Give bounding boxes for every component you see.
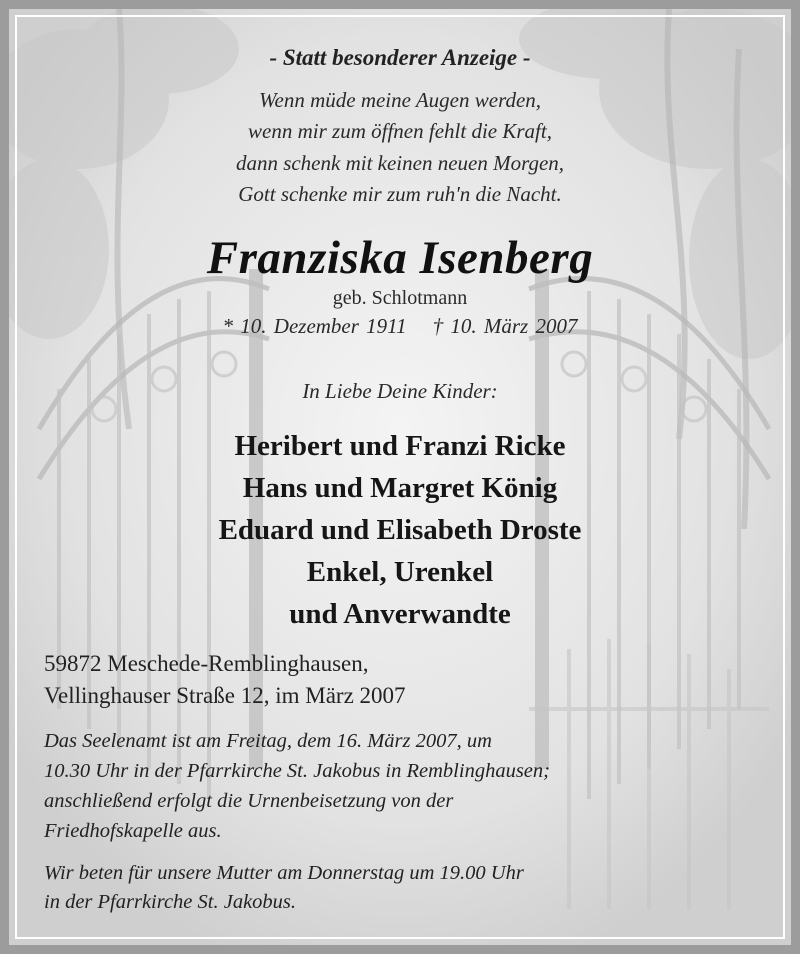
mourner-line: Enkel, Urenkel: [306, 556, 494, 588]
mourner-line: Eduard und Elisabeth Droste: [218, 514, 582, 546]
life-dates: [9, 314, 791, 339]
notice-heading: - Statt besonderer Anzeige -: [269, 45, 531, 70]
service-text-line: anschließend erfolgt die Urnenbeisetzung von der: [44, 790, 454, 812]
deceased-name: Franziska Isenberg: [206, 232, 594, 284]
mourners-intro: In Liebe Deine Kinder:: [302, 379, 498, 403]
prayer-text-line: Wir beten für unsere Mutter am Donnerstag um 19.00 Uhr: [44, 862, 524, 884]
death-date: † 10. März 2007: [432, 314, 578, 338]
maiden-name: geb. Schlotmann: [332, 287, 468, 309]
verse-line: dann schenk mit keinen neuen Morgen,: [235, 151, 565, 175]
prayer-text-line: in der Pfarrkirche St. Jakobus.: [44, 891, 297, 913]
address-line: Vellinghauser Straße 12, im März 2007: [44, 683, 406, 708]
verse-line: Gott schenke mir zum ruh'n die Nacht.: [238, 182, 562, 206]
birth-date: * 10. Dezember 1911: [222, 314, 407, 338]
mourner-line: Hans und Margret König: [242, 472, 558, 504]
verse-line: Wenn müde meine Augen werden,: [258, 88, 542, 112]
address-line: 59872 Meschede-Remblinghausen,: [44, 651, 369, 676]
obituary-content: [9, 9, 791, 945]
service-text-line: Friedhofskapelle aus.: [44, 820, 222, 842]
mourner-line: Heribert und Franzi Ricke: [234, 430, 566, 462]
mourner-line: und Anverwandte: [289, 598, 511, 630]
service-text-line: 10.30 Uhr in der Pfarrkirche St. Jakobus in Remblinghausen;: [44, 760, 550, 782]
service-text-line: Das Seelenamt ist am Freitag, dem 16. März 2007, um: [44, 730, 492, 752]
verse-line: wenn mir zum öffnen fehlt die Kraft,: [248, 119, 552, 143]
